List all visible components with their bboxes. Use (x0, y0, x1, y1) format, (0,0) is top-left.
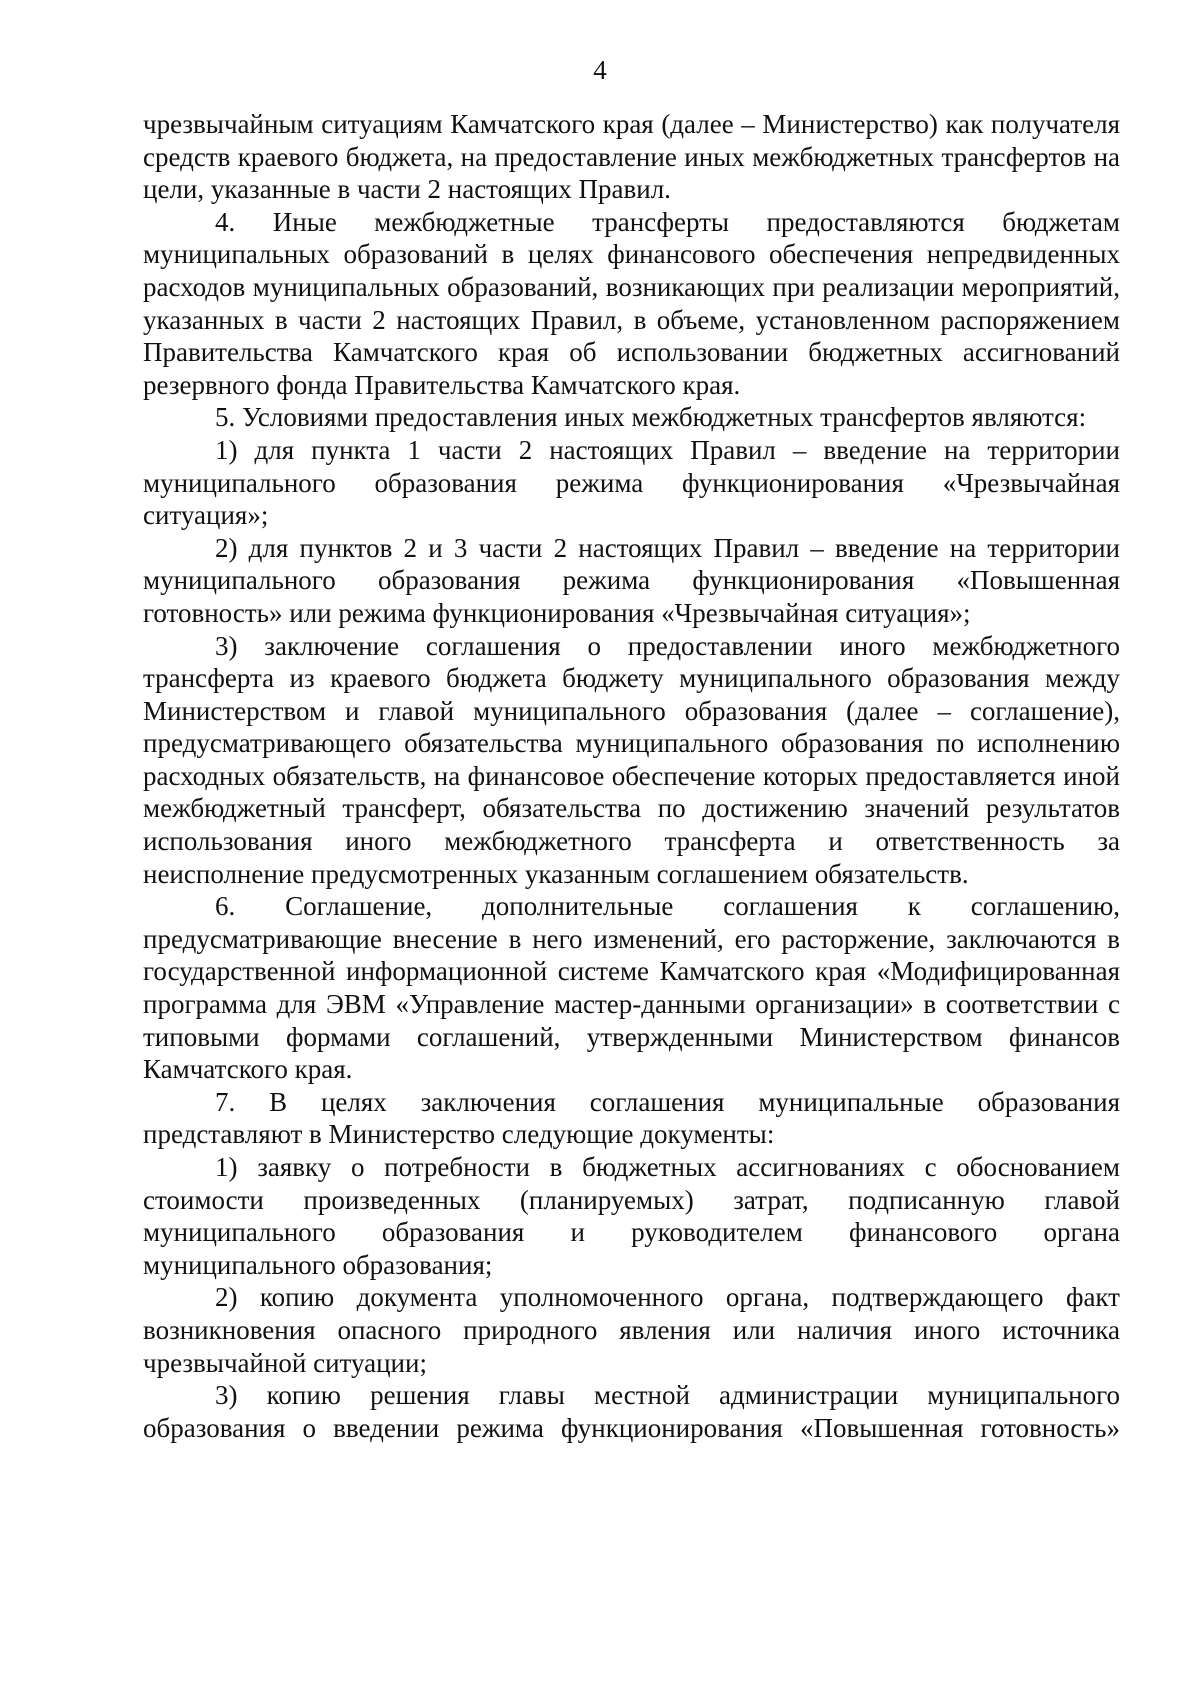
paragraph-item-5-1: 1) для пункта 1 части 2 настоящих Правил – введение на территории муниципального образования режима функционирования «Чрезвычайная ситуация»; (143, 434, 1120, 531)
paragraph-item-7-2: 2) копию документа уполномоченного органа, подтверждающего факт возникновения опасного природного явления или наличия иного источника чрезвычайной ситуации; (143, 1282, 1120, 1378)
paragraph-continuation: чрезвычайным ситуациям Камчатского края (далее – Министерство) как получателя средств краевого бюджета, на предоставление иных межбюджетных трансфертов на цели, указанные в части 2 настоящих Правил. (143, 109, 1120, 205)
paragraph-item-6: 6. Соглашение, дополнительные соглашения к соглашению, предусматривающие внесение в него изменений, его расторжение, заключаются в государственной информационной системе Камчатского края «Модифицированная программа для ЭВМ «Управление мастер-данными организации» в соответствии с типовыми формами соглашений, утвержденными Министерством финансов Камчатского края. (143, 891, 1120, 1085)
paragraph-item-5-3: 3) заключение соглашения о предоставлении иного межбюджетного трансферта из краевого бюджета бюджету муниципального образования между Министерством и главой муниципального образования (далее – соглашение), предусматривающего обязательства муниципального образования по исполнению расходных обязательств, на финансовое обеспечение которых предоставляется иной межбюджетный трансферт, обязательства по достижению значений результатов использования иного межбюджетного трансферта и ответственность за неисполнение предусмотренных указанным соглашением обязательств. (143, 630, 1120, 889)
document-body (143, 108, 1120, 1444)
paragraph-item-5-2: 2) для пунктов 2 и 3 части 2 настоящих Правил – введение на территории муниципального образования режима функционирования «Повышенная готовность» или режима функционирования «Чрезвычайная ситуация»; (143, 532, 1120, 628)
paragraph-item-5: 5. Условиями предоставления иных межбюджетных трансфертов являются: (215, 402, 1087, 433)
paragraph-item-4: 4. Иные межбюджетные трансферты предоставляются бюджетам муниципальных образований в целях финансового обеспечения непредвиденных расходов муниципальных образований, возникающих при реализации мероприятий, указанных в части 2 настоящих Правил, в объеме, установленном распоряжением Правительства Камчатского края об использовании бюджетных ассигнований резервного фонда Правительства Камчатского края. (143, 206, 1120, 400)
paragraph-item-7: 7. В целях заключения соглашения муниципальные образования представляют в Министерство следующие документы: (143, 1086, 1120, 1150)
paragraph-item-7-3: 3) копию решения главы местной администрации муниципального образования о введении режима функционирования «Повышенная готовность» (143, 1380, 1120, 1443)
paragraph-item-7-1: 1) заявку о потребности в бюджетных ассигнованиях с обоснованием стоимости произведенных (планируемых) затрат, подписанную главой муниципального образования и руководителем финансового органа муниципального образования; (143, 1152, 1120, 1280)
page-number: 4 (593, 55, 607, 85)
